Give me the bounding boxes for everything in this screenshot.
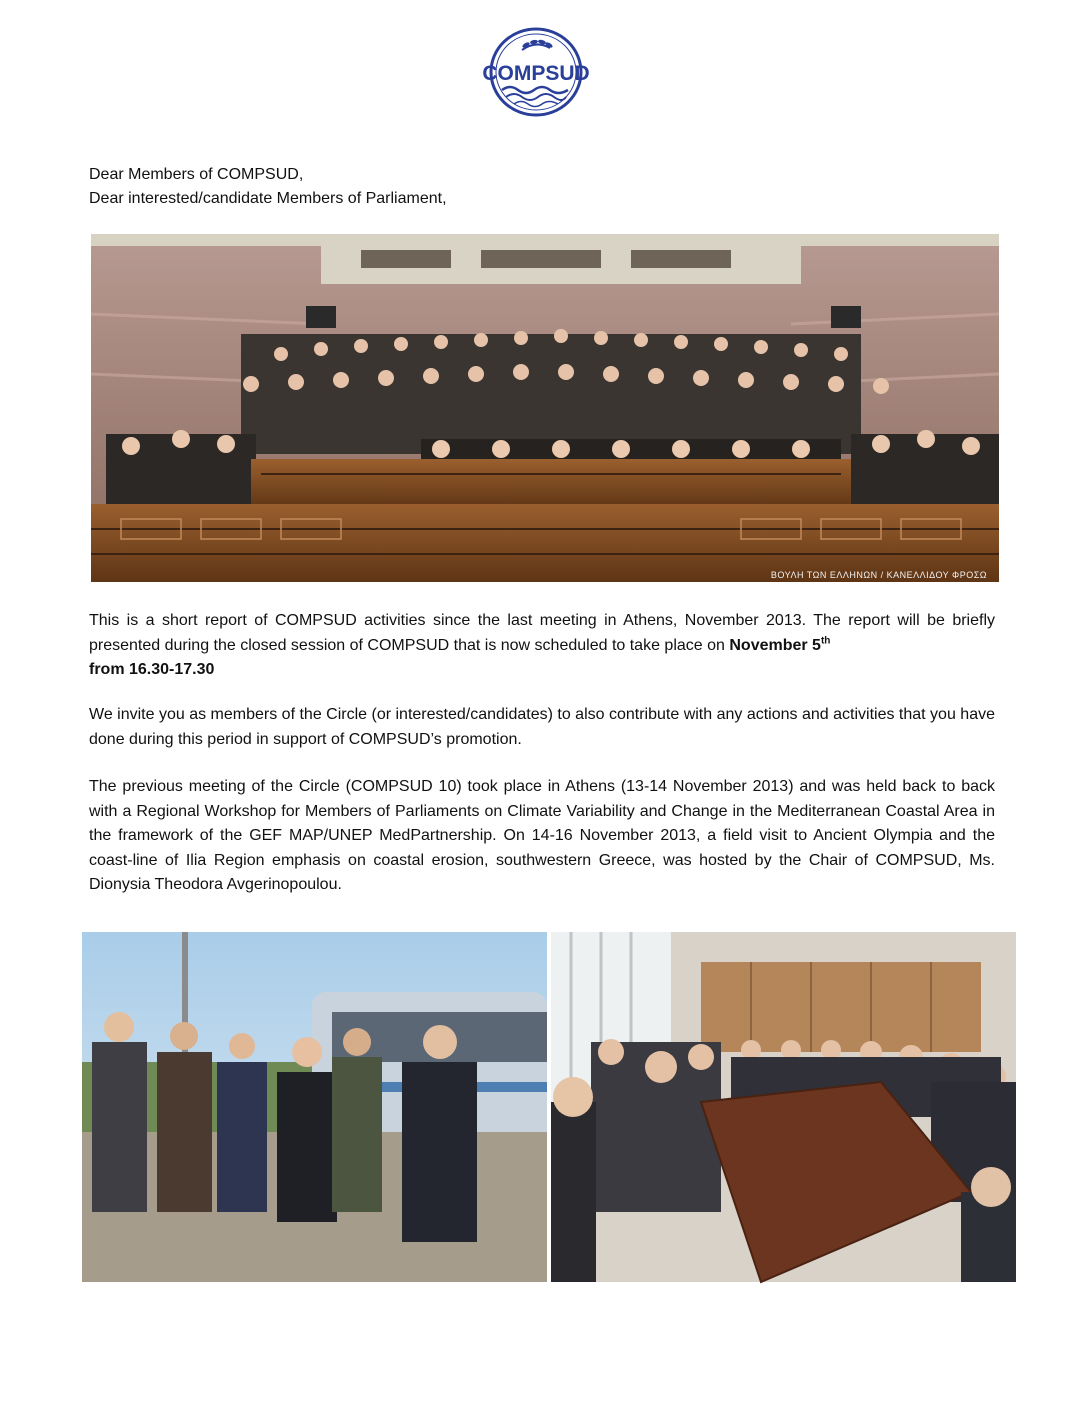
group-photo-parliament: [91, 234, 999, 582]
meeting-date-suffix: th: [820, 635, 831, 647]
invite-paragraph: We invite you as members of the Circle (or interested/candidates) to also contribute with any actions and activities that you have done during this period in support of COMPSUD’s promotion.: [89, 706, 995, 748]
compsud-logo: [482, 26, 590, 118]
meeting-date: November 5: [729, 636, 821, 654]
report-text-1: This is a short report of COMPSUD activities since the last meeting in Athens, November 2013. The report will be briefly presented during the closed session of COMPSUD that is now scheduled to take place on: [89, 612, 995, 654]
previous-meeting-paragraph: The previous meeting of the Circle (COMPSUD 10) took place in Athens (13-14 November 2013) and was held back to back with a Regional Workshop for Members of Parliaments on Climate Variability and Change in the Mediterranean Coastal Area in the framework of the GEF MAP/UNEP MedPartnership. On 14-16 November 2013, a field visit to Ancient Olympia and the coast-line of Ilia Region emphasis on coastal erosion, southwestern Greece, was hosted by the Chair of COMPSUD, Ms. Dionysia Theodora Avgerinopoulou.: [89, 778, 995, 893]
photo-credit: ΒΟΥΛΗ ΤΩΝ ΕΛΛΗΝΩΝ / ΚΑΝΕΛΛΙΔΟΥ ΦΡΟΣΩ: [770, 570, 987, 580]
salutation-line-1: Dear Members of COMPSUD,: [89, 166, 304, 183]
report-paragraph-1: [89, 609, 995, 683]
salutation-line-2: Dear interested/candidate Members of Parliament,: [89, 190, 447, 207]
meeting-time: from 16.30-17.30: [89, 661, 215, 678]
field-visit-photo: [82, 932, 547, 1282]
logo-text: COMPSUD: [482, 62, 590, 85]
meeting-room-photo: [551, 932, 1016, 1282]
salutation: [89, 163, 999, 211]
